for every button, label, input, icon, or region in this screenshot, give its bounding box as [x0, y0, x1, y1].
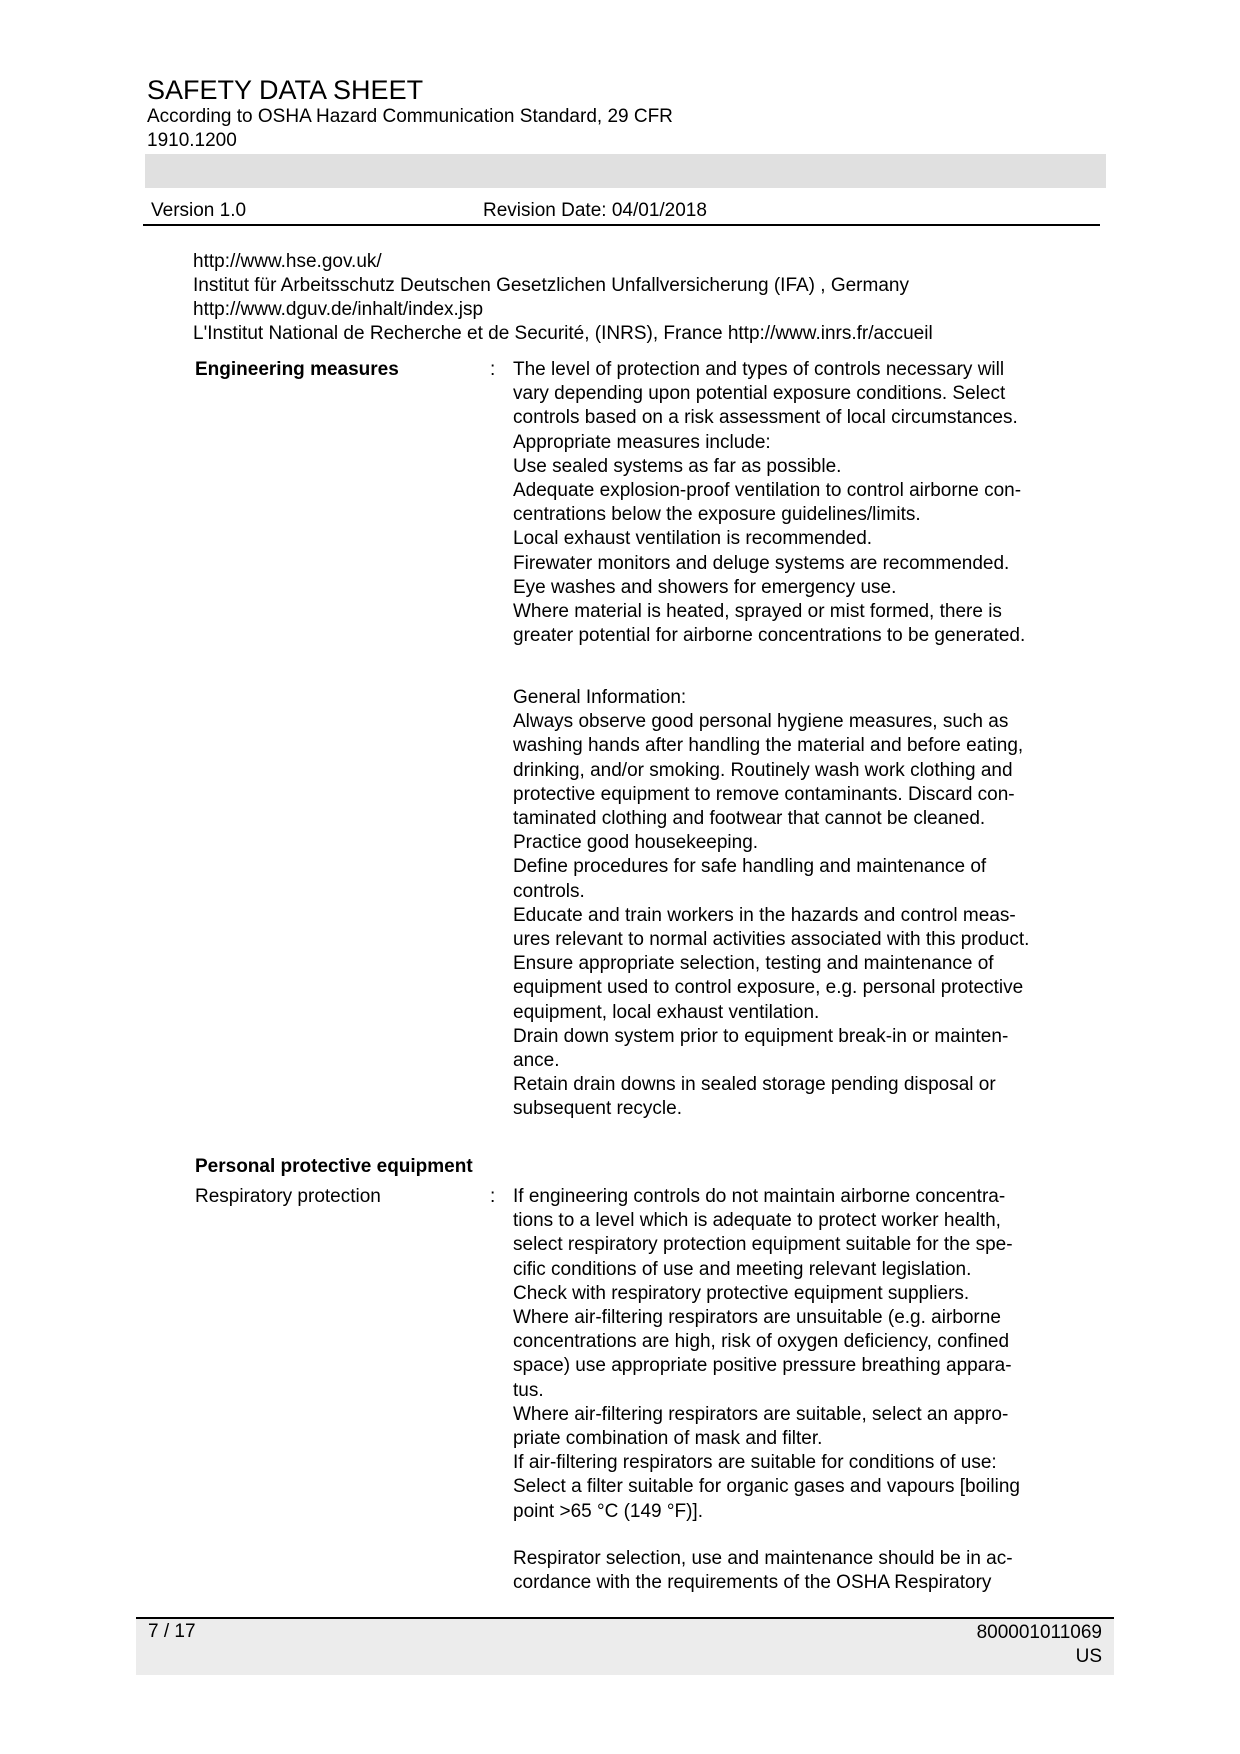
text-line: protective equipment to remove contaminants. Discard con- — [513, 783, 1015, 805]
text-line: Where material is heated, sprayed or mist formed, there is — [513, 601, 1002, 623]
page-number: 7 / 17 — [148, 1621, 196, 1642]
respiratory-colon: : — [490, 1186, 496, 1207]
text-line: If engineering controls do not maintain airborne concentra- — [513, 1186, 1006, 1207]
text-line: ance. — [513, 1050, 560, 1072]
text-line: Ensure appropriate selection, testing and maintenance of — [513, 953, 994, 975]
text-line: Drain down system prior to equipment break-in or mainten- — [513, 1025, 1009, 1047]
version-label: Version 1.0 — [151, 200, 247, 221]
text-line: Educate and train workers in the hazards and control meas- — [513, 904, 1016, 926]
document-number — [977, 1621, 1102, 1669]
respiratory-text-part1 — [513, 1185, 1093, 1524]
text-line: If air-filtering respirators are suitable for conditions of use: — [513, 1452, 997, 1474]
text-line: taminated clothing and footwear that cannot be cleaned. — [513, 808, 986, 830]
text-line: Define procedures for safe handling and maintenance of — [513, 856, 987, 878]
text-line: concentrations are high, risk of oxygen deficiency, confined — [513, 1331, 1010, 1353]
text-line: controls. — [513, 880, 585, 902]
reference-line: L'Institut National de Recherche et de Securité, (INRS), France http://www.inrs.fr/accueil — [193, 323, 933, 344]
text-line: Practice good housekeeping. — [513, 832, 759, 854]
reference-list — [193, 250, 1093, 346]
text-line: greater potential for airborne concentrations to be generated. — [513, 625, 1026, 647]
text-line: Select a filter suitable for organic gases and vapours [boiling — [513, 1476, 1020, 1498]
version-row — [143, 198, 1100, 226]
document-id: 800001011069 — [976, 1622, 1102, 1643]
engineering-measures-label: Engineering measures — [195, 359, 399, 380]
document-subtitle — [147, 105, 767, 153]
text-line: tions to a level which is adequate to protect worker health, — [513, 1210, 1001, 1232]
ppe-heading: Personal protective equipment — [195, 1156, 473, 1177]
text-line: priate combination of mask and filter. — [513, 1428, 823, 1450]
subtitle-line-2: 1910.1200 — [147, 130, 237, 151]
header-band — [145, 154, 1106, 188]
text-line: cific conditions of use and meeting relevant legislation. — [513, 1258, 972, 1280]
engineering-text-part2 — [513, 686, 1093, 1122]
text-line: Adequate explosion-proof ventilation to control airborne con- — [513, 480, 1022, 502]
document-title: SAFETY DATA SHEET — [147, 75, 424, 105]
reference-line: http://www.hse.gov.uk/ — [193, 251, 382, 272]
text-line: The level of protection and types of controls necessary will — [513, 359, 1005, 380]
text-line: vary depending upon potential exposure conditions. Select — [513, 383, 1006, 405]
text-line: Appropriate measures include: — [513, 431, 771, 453]
text-line: equipment, local exhaust ventilation. — [513, 1001, 820, 1023]
text-line: Where air-filtering respirators are unsuitable (e.g. airborne — [513, 1307, 1001, 1329]
text-line: washing hands after handling the material and before eating, — [513, 735, 1024, 757]
page-footer — [136, 1617, 1114, 1675]
text-line: subsequent recycle. — [513, 1098, 682, 1120]
text-line: Check with respiratory protective equipment suppliers. — [513, 1282, 970, 1304]
text-line: equipment used to control exposure, e.g. personal protective — [513, 977, 1024, 999]
text-line: select respiratory protection equipment suitable for the spe- — [513, 1234, 1013, 1256]
text-line: controls based on a risk assessment of local circumstances. — [513, 407, 1018, 429]
text-line: ures relevant to normal activities associated with this product. — [513, 929, 1030, 951]
text-line: Respirator selection, use and maintenance should be in ac- — [513, 1548, 1013, 1569]
text-line: Always observe good personal hygiene measures, such as — [513, 711, 1009, 733]
reference-line: Institut für Arbeitsschutz Deutschen Gesetzlichen Unfallversicherung (IFA) , Germany — [193, 275, 909, 296]
respiratory-text-part2 — [513, 1547, 1093, 1595]
respiratory-protection-label: Respiratory protection — [195, 1186, 381, 1207]
text-line: Eye washes and showers for emergency use. — [513, 576, 897, 598]
reference-line: http://www.dguv.de/inhalt/index.jsp — [193, 299, 484, 320]
text-line: cordance with the requirements of the OSHA Respiratory — [513, 1572, 992, 1594]
subtitle-line-1: According to OSHA Hazard Communication Standard, 29 CFR — [147, 106, 673, 127]
text-line: point >65 °C (149 °F)]. — [513, 1500, 703, 1522]
text-line: Use sealed systems as far as possible. — [513, 455, 842, 477]
text-line: General Information: — [513, 687, 687, 708]
text-line: drinking, and/or smoking. Routinely wash work clothing and — [513, 759, 1013, 781]
text-line: Firewater monitors and deluge systems are recommended. — [513, 552, 1010, 574]
text-line: centrations below the exposure guidelines/limits. — [513, 504, 921, 526]
text-line: Local exhaust ventilation is recommended. — [513, 528, 873, 550]
text-line: Retain drain downs in sealed storage pending disposal or — [513, 1074, 996, 1096]
region-code: US — [1075, 1646, 1102, 1667]
engineering-colon: : — [490, 359, 496, 380]
text-line: tus. — [513, 1379, 544, 1401]
engineering-text-part1 — [513, 358, 1093, 648]
revision-date: Revision Date: 04/01/2018 — [483, 200, 707, 221]
text-line: Where air-filtering respirators are suitable, select an appro- — [513, 1403, 1009, 1425]
text-line: space) use appropriate positive pressure breathing appara- — [513, 1355, 1012, 1377]
